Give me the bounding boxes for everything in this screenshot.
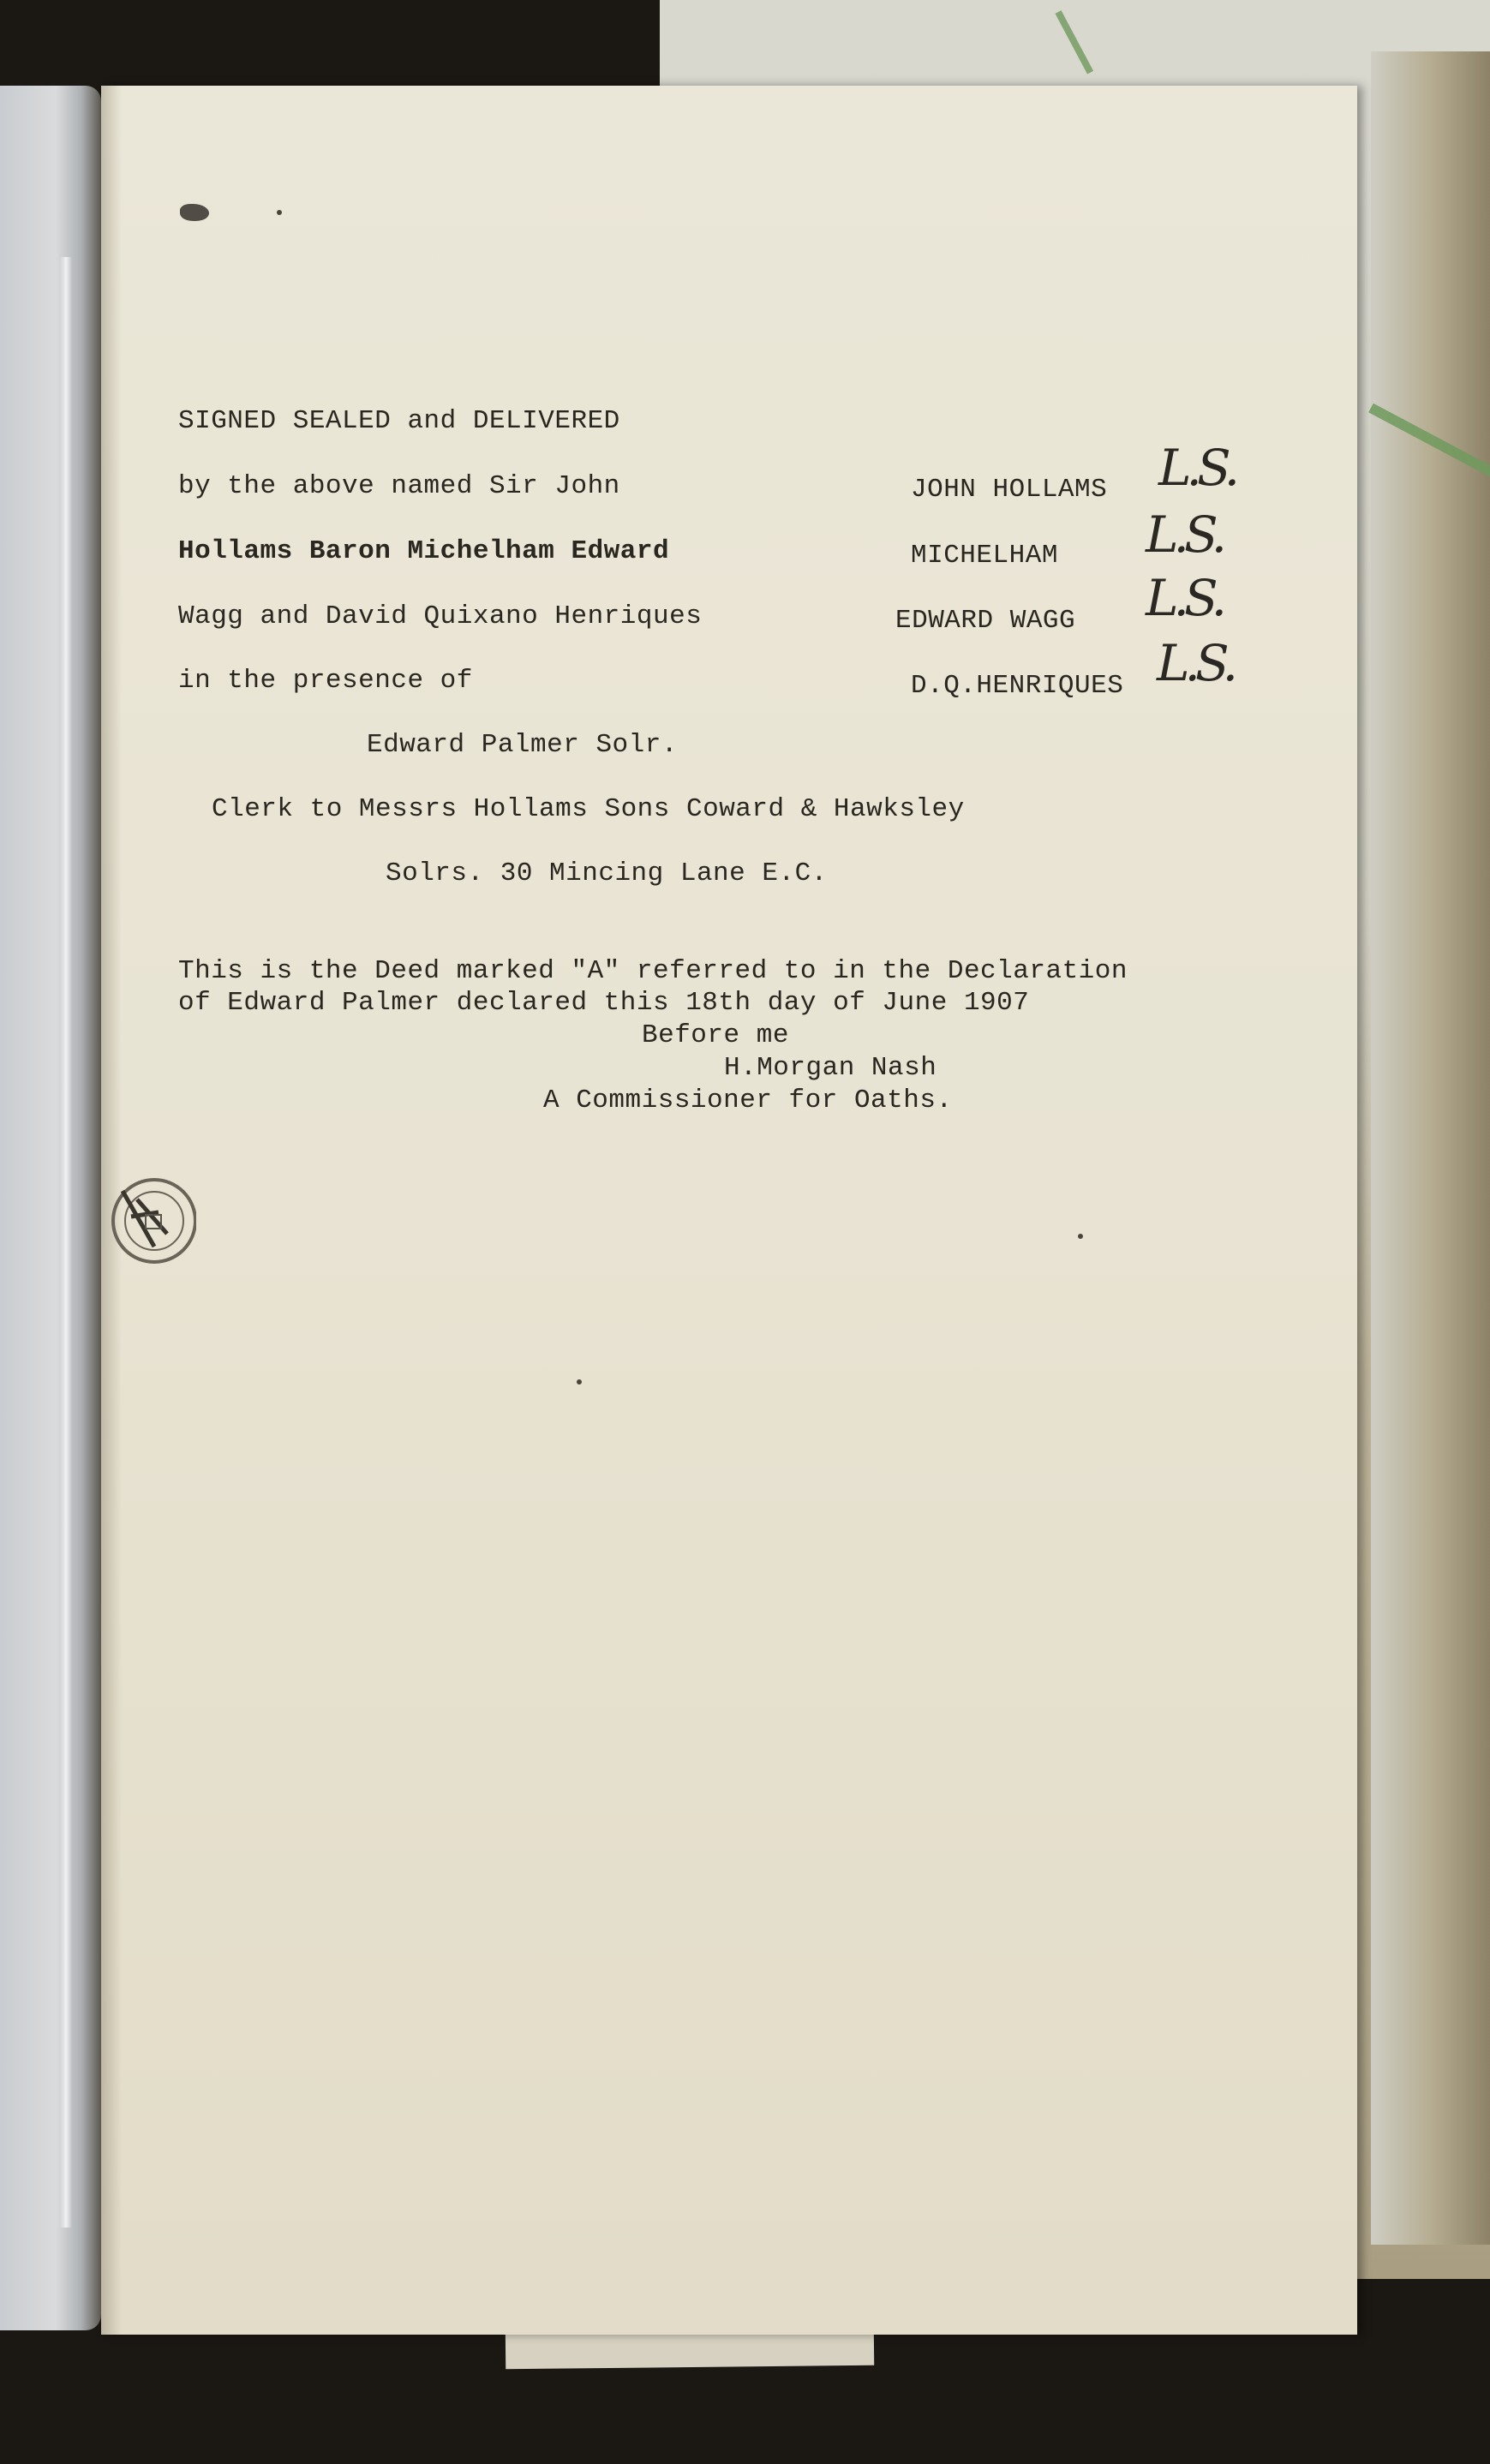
witness-clerk-line: Clerk to Messrs Hollams Sons Coward & Hawksley <box>212 794 965 824</box>
signatory-name-wagg: EDWARD WAGG <box>895 606 1076 636</box>
declaration-line-2: of Edward Palmer declared this 18th day of June 1907 <box>178 988 1030 1018</box>
seal-mark-hollams: L.S. <box>1158 439 1236 497</box>
commissioner-title: A Commissioner for Oaths. <box>543 1085 953 1115</box>
seal-mark-wagg: L.S. <box>1146 569 1223 627</box>
attestation-line-4: Wagg and David Quixano Henriques <box>178 601 703 631</box>
left-facing-page <box>0 86 101 2330</box>
attestation-line-5: in the presence of <box>178 666 473 696</box>
witness-name: Edward Palmer Solr. <box>367 730 678 760</box>
attestation-line-3: Hollams Baron Michelham Edward <box>178 536 670 566</box>
signatory-name-henriques: D.Q.HENRIQUES <box>911 671 1124 701</box>
witness-address: Solrs. 30 Mincing Lane E.C. <box>386 858 828 888</box>
declaration-line-1: This is the Deed marked "A" referred to in the Declaration <box>178 956 1128 986</box>
ink-smudge <box>180 204 209 221</box>
seal-mark-michelham: L.S. <box>1146 505 1223 564</box>
signatory-name-hollams: JOHN HOLLAMS <box>911 475 1108 505</box>
commissioner-name: H.Morgan Nash <box>724 1053 937 1083</box>
declaration-before-me: Before me <box>642 1020 789 1050</box>
seal-mark-henriques: L.S. <box>1157 634 1234 692</box>
signed-sealed-heading: SIGNED SEALED and DELIVERED <box>178 406 620 436</box>
signatory-name-michelham: MICHELHAM <box>911 541 1058 571</box>
attestation-line-2: by the above named Sir John <box>178 471 620 501</box>
archive-stamp-icon <box>107 1165 196 1277</box>
underlying-sheet-edge <box>1371 51 1490 2245</box>
